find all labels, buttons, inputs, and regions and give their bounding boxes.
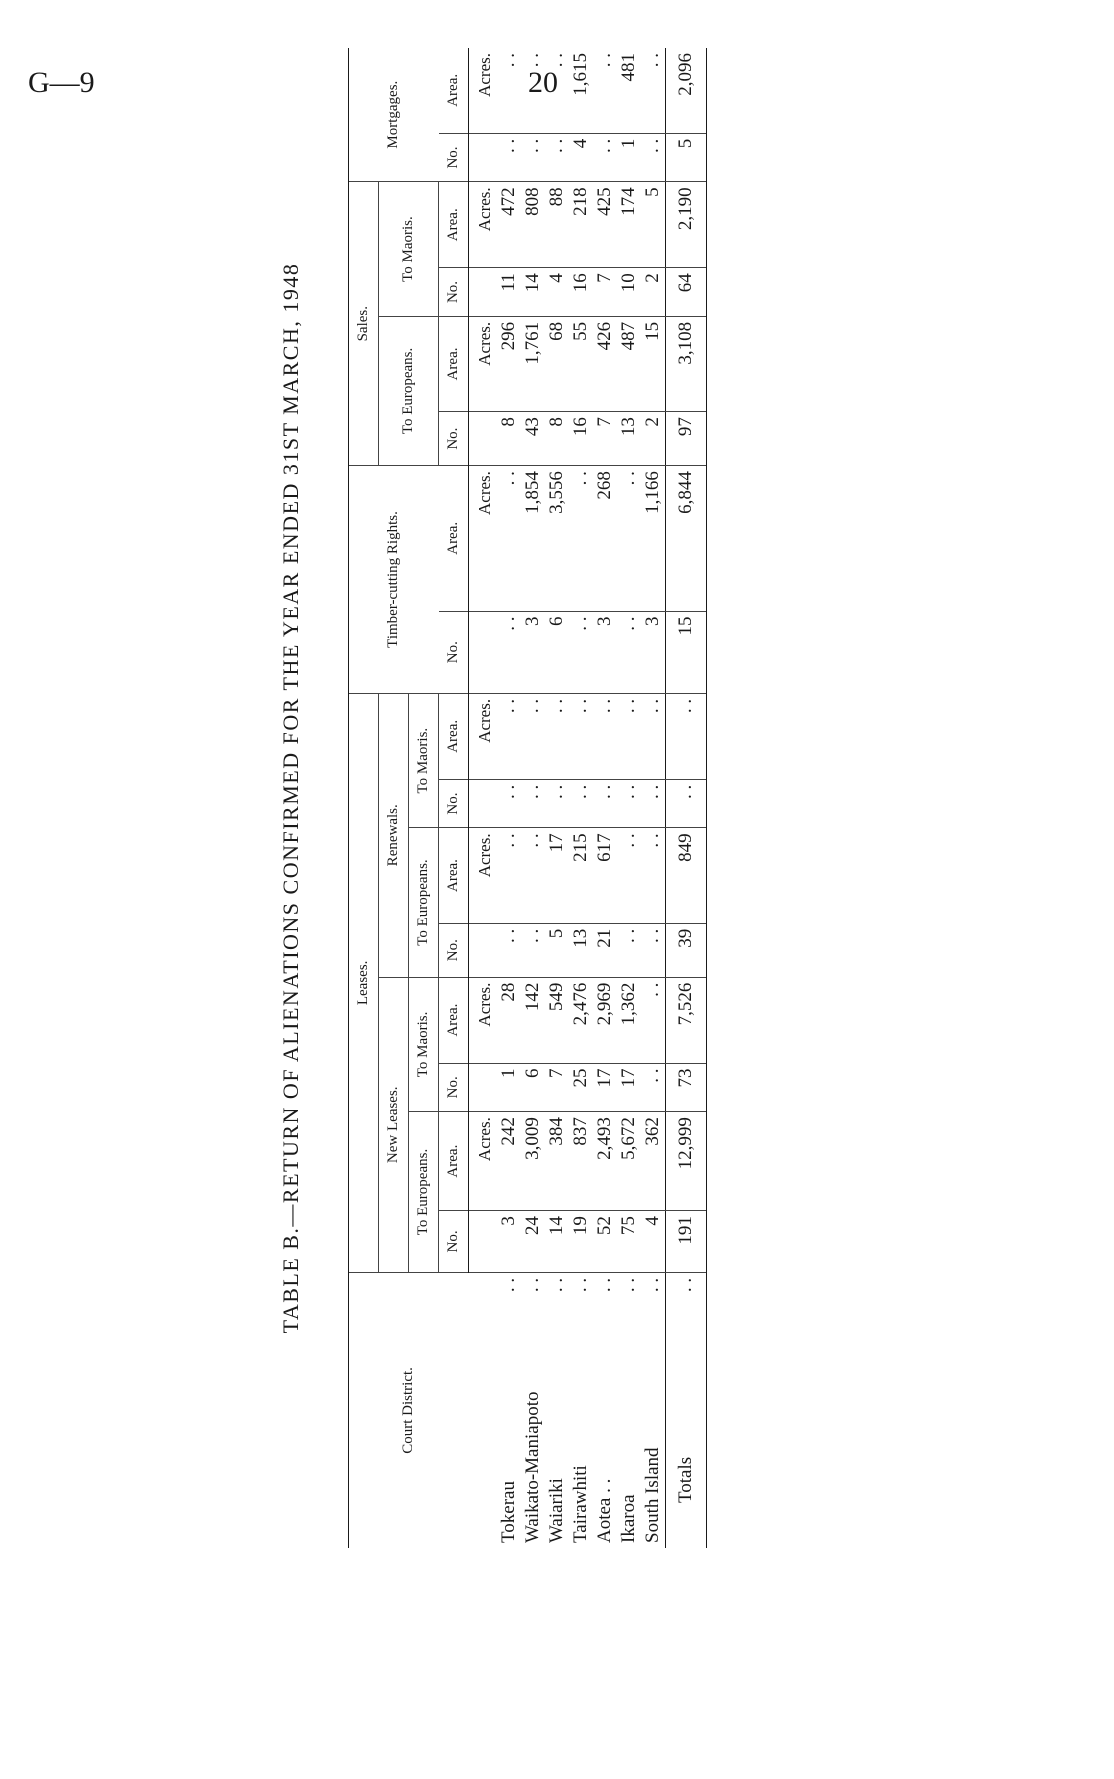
value-cell: . . (617, 466, 641, 611)
table-row (545, 48, 569, 1548)
value-cell: . . (593, 779, 617, 828)
value-cell: 549 (545, 977, 569, 1063)
district-name: Tairawhiti (570, 1465, 591, 1543)
value-cell: . . (593, 133, 617, 182)
value-cell: 218 (569, 182, 593, 268)
value-cell: 2,493 (593, 1112, 617, 1211)
value-cell: 2,476 (569, 977, 593, 1063)
value-cell: 55 (569, 316, 593, 411)
value-cell: 73 (666, 1063, 707, 1112)
table-row (641, 48, 665, 1548)
value-cell: . . (497, 693, 521, 779)
col-area-header: Area. (439, 316, 469, 411)
value-cell: 52 (593, 1211, 617, 1273)
sales-europeans-header: To Europeans. (379, 316, 439, 465)
value-cell: 19 (569, 1211, 593, 1273)
value-cell: 16 (569, 268, 593, 317)
value-cell: 849 (666, 828, 707, 923)
value-cell: 6 (545, 611, 569, 693)
col-area-header: Area. (439, 1112, 469, 1211)
renewals-europeans-header: To Europeans. (409, 828, 439, 977)
table-row (569, 48, 593, 1548)
value-cell: 16 (569, 412, 593, 466)
district-cell (545, 1272, 569, 1548)
district-cell (617, 1272, 641, 1548)
renewals-header: Renewals. (379, 693, 409, 977)
value-cell: 14 (521, 268, 545, 317)
value-cell: . . (666, 779, 707, 828)
value-cell: 4 (569, 133, 593, 182)
value-cell: 17 (545, 828, 569, 923)
value-cell: . . (521, 923, 545, 977)
value-cell: 1 (617, 133, 641, 182)
page-number: 20 (528, 66, 558, 99)
value-cell: . . (545, 779, 569, 828)
units-label: Acres. (469, 828, 498, 923)
value-cell: 191 (666, 1211, 707, 1273)
page-identifier: G—9 (28, 66, 95, 99)
col-no-header: No. (439, 412, 469, 466)
district-cell (641, 1272, 665, 1548)
district-name: Tokerau (498, 1481, 519, 1543)
col-no-header: No. (439, 1063, 469, 1112)
value-cell: 268 (593, 466, 617, 611)
col-area-header: Area. (439, 693, 469, 779)
renewals-maoris-header: To Maoris. (409, 693, 439, 828)
value-cell: 837 (569, 1112, 593, 1211)
value-cell: 10 (617, 268, 641, 317)
value-cell: . . (593, 48, 617, 133)
leader-dots: . . (594, 1277, 615, 1293)
value-cell: 28 (497, 977, 521, 1063)
value-cell: 362 (641, 1112, 665, 1211)
value-cell: 808 (521, 182, 545, 268)
value-cell: . . (497, 133, 521, 182)
leases-header: Leases. (349, 693, 379, 1272)
value-cell: . . (641, 693, 665, 779)
units-row (469, 48, 498, 1548)
value-cell: 64 (666, 268, 707, 317)
value-cell: 1 (497, 1063, 521, 1112)
value-cell: 142 (521, 977, 545, 1063)
rotated-table-block (278, 48, 748, 1548)
value-cell: 5 (545, 923, 569, 977)
value-cell: . . (497, 611, 521, 693)
district-cell (569, 1272, 593, 1548)
value-cell: . . (521, 779, 545, 828)
value-cell: 426 (593, 316, 617, 411)
value-cell: 39 (666, 923, 707, 977)
value-cell: 5 (641, 182, 665, 268)
district-name: Waiariki (546, 1478, 567, 1543)
district-name: Aotea . . (594, 1478, 615, 1543)
value-cell: 1,362 (617, 977, 641, 1063)
value-cell: . . (569, 779, 593, 828)
value-cell: . . (545, 133, 569, 182)
col-no-header: No. (439, 133, 469, 182)
district-cell (666, 1272, 707, 1548)
district-cell (497, 1272, 521, 1548)
value-cell: . . (617, 828, 641, 923)
value-cell: . . (497, 923, 521, 977)
district-name: South Island (642, 1447, 663, 1543)
value-cell: 2,096 (666, 48, 707, 133)
units-label: Acres. (469, 1112, 498, 1211)
value-cell: . . (666, 693, 707, 779)
value-cell: . . (617, 779, 641, 828)
value-cell: . . (641, 48, 665, 133)
value-cell: 13 (617, 412, 641, 466)
col-no-header: No. (439, 1211, 469, 1273)
value-cell: 296 (497, 316, 521, 411)
district-name: Totals (675, 1456, 696, 1503)
table-row (617, 48, 641, 1548)
value-cell: 13 (569, 923, 593, 977)
value-cell: 481 (617, 48, 641, 133)
value-cell: 384 (545, 1112, 569, 1211)
value-cell: 17 (617, 1063, 641, 1112)
value-cell: 75 (617, 1211, 641, 1273)
leader-dots: . . (618, 1277, 639, 1293)
value-cell: 5 (666, 133, 707, 182)
value-cell: 2,190 (666, 182, 707, 268)
value-cell: . . (521, 133, 545, 182)
leader-dots: . . (498, 1277, 519, 1293)
value-cell: . . (545, 693, 569, 779)
value-cell: 2 (641, 268, 665, 317)
value-cell: 2 (641, 412, 665, 466)
value-cell: . . (569, 611, 593, 693)
units-label: Acres. (469, 182, 498, 268)
value-cell: 4 (545, 268, 569, 317)
value-cell: 43 (521, 412, 545, 466)
value-cell: . . (497, 48, 521, 133)
value-cell: 617 (593, 828, 617, 923)
value-cell: 3 (641, 611, 665, 693)
timber-header: Timber-cutting Rights. (349, 466, 439, 694)
col-area-header: Area. (439, 182, 469, 268)
table-row (521, 48, 545, 1548)
value-cell: 174 (617, 182, 641, 268)
value-cell: 17 (593, 1063, 617, 1112)
value-cell: 242 (497, 1112, 521, 1211)
units-label: Acres. (469, 977, 498, 1063)
district-name: Waikato-Maniapoto (522, 1391, 543, 1543)
value-cell: 8 (545, 412, 569, 466)
leader-dots: . . (675, 1277, 696, 1293)
value-cell: . . (521, 828, 545, 923)
col-area-header: Area. (439, 48, 469, 133)
value-cell: . . (641, 828, 665, 923)
value-cell: . . (545, 48, 569, 133)
value-cell: 7 (593, 412, 617, 466)
value-cell: 21 (593, 923, 617, 977)
value-cell: 88 (545, 182, 569, 268)
value-cell: 487 (617, 316, 641, 411)
leader-dots: . . (570, 1277, 591, 1293)
value-cell: 15 (666, 611, 707, 693)
value-cell: . . (617, 693, 641, 779)
district-name: Ikaroa (618, 1494, 639, 1543)
leader-dots: . . (522, 1277, 543, 1293)
value-cell: 5,672 (617, 1112, 641, 1211)
table-title: TABLE B.—RETURN OF ALIENATIONS CONFIRMED FOR THE YEAR ENDED 31ST MARCH, 1948 (278, 262, 303, 1334)
alienations-table (348, 48, 707, 1548)
value-cell: 7 (545, 1063, 569, 1112)
sales-maoris-header: To Maoris. (379, 182, 439, 317)
value-cell: . . (497, 779, 521, 828)
col-no-header: No. (439, 779, 469, 828)
value-cell: . . (641, 923, 665, 977)
value-cell: 215 (569, 828, 593, 923)
table-row (497, 48, 521, 1548)
value-cell: . . (617, 923, 641, 977)
value-cell: 3,009 (521, 1112, 545, 1211)
col-no-header: No. (439, 611, 469, 693)
district-cell (521, 1272, 545, 1548)
value-cell: 425 (593, 182, 617, 268)
value-cell: . . (569, 693, 593, 779)
value-cell: 1,166 (641, 466, 665, 611)
leader-dots: . . (642, 1277, 663, 1293)
value-cell: . . (521, 693, 545, 779)
value-cell: 12,999 (666, 1112, 707, 1211)
new-leases-header: New Leases. (379, 977, 409, 1272)
district-cell (593, 1272, 617, 1548)
col-no-header: No. (439, 268, 469, 317)
value-cell: 68 (545, 316, 569, 411)
value-cell: 7 (593, 268, 617, 317)
col-area-header: Area. (439, 828, 469, 923)
value-cell: 3,108 (666, 316, 707, 411)
sales-header: Sales. (349, 182, 379, 466)
value-cell: 2,969 (593, 977, 617, 1063)
table-row (593, 48, 617, 1548)
leader-dots: . . (546, 1277, 567, 1293)
value-cell: 7,526 (666, 977, 707, 1063)
value-cell: . . (593, 693, 617, 779)
value-cell: 1,615 (569, 48, 593, 133)
value-cell: 25 (569, 1063, 593, 1112)
value-cell: . . (497, 828, 521, 923)
col-area-header: Area. (439, 466, 469, 611)
new-leases-maoris-header: To Maoris. (409, 977, 439, 1112)
value-cell: . . (641, 1063, 665, 1112)
value-cell: 4 (641, 1211, 665, 1273)
court-district-header: Court District. (349, 1272, 469, 1548)
value-cell: 1,761 (521, 316, 545, 411)
units-label: Acres. (469, 693, 498, 779)
value-cell: . . (641, 133, 665, 182)
value-cell: . . (521, 48, 545, 133)
value-cell: 3 (593, 611, 617, 693)
value-cell: 97 (666, 412, 707, 466)
value-cell: . . (569, 466, 593, 611)
value-cell: . . (617, 611, 641, 693)
value-cell: 472 (497, 182, 521, 268)
mortgages-header: Mortgages. (349, 48, 439, 182)
value-cell: 15 (641, 316, 665, 411)
value-cell: 3 (521, 611, 545, 693)
value-cell: 3 (497, 1211, 521, 1273)
units-label: Acres. (469, 48, 498, 133)
table-body (469, 48, 707, 1548)
new-leases-europeans-header: To Europeans. (409, 1112, 439, 1273)
value-cell: 6 (521, 1063, 545, 1112)
value-cell: 1,854 (521, 466, 545, 611)
units-label: Acres. (469, 316, 498, 411)
units-label: Acres. (469, 466, 498, 611)
value-cell: . . (641, 977, 665, 1063)
value-cell: 14 (545, 1211, 569, 1273)
value-cell: 6,844 (666, 466, 707, 611)
col-area-header: Area. (439, 977, 469, 1063)
value-cell: 8 (497, 412, 521, 466)
value-cell: 24 (521, 1211, 545, 1273)
col-no-header: No. (439, 923, 469, 977)
totals-row (666, 48, 707, 1548)
value-cell: 11 (497, 268, 521, 317)
value-cell: . . (497, 466, 521, 611)
value-cell: 3,556 (545, 466, 569, 611)
value-cell: . . (641, 779, 665, 828)
